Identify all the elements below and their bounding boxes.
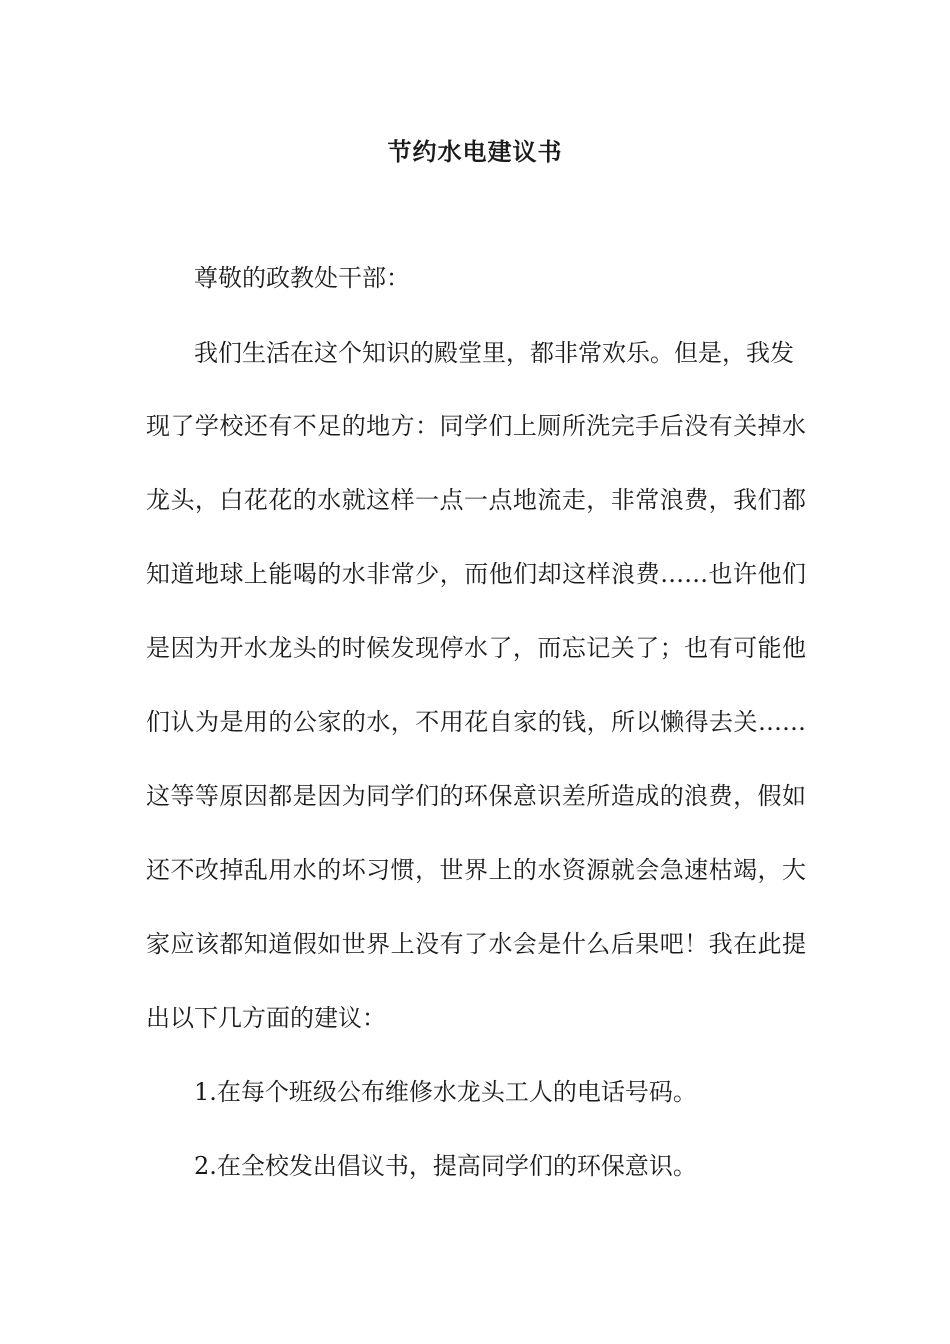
salutation: 尊敬的政教处干部： (194, 264, 410, 292)
body-line: 现了学校还有不足的地方：同学们上厕所洗完手后没有关掉水 (146, 412, 806, 440)
body-line: 我们生活在这个知识的殿堂里，都非常欢乐。但是，我发 (194, 339, 794, 367)
body-line: 们认为是用的公家的水，不用花自家的钱，所以懒得去关…… (146, 708, 806, 736)
body-line: 这等等原因都是因为同学们的环保意识差所造成的浪费，假如 (146, 782, 806, 810)
document-title: 节约水电建议书 (387, 137, 563, 166)
body-line: 家应该都知道假如世界上没有了水会是什么后果吧！我在此提 (146, 930, 806, 958)
body-line: 是因为开水龙头的时候发现停水了，而忘记关了；也有可能他 (146, 634, 806, 662)
suggestion-item: 2.在全校发出倡议书，提高同学们的环保意识。 (194, 1152, 697, 1180)
body-line: 知道地球上能喝的水非常少，而他们却这样浪费……也许他们 (146, 560, 806, 588)
body-line: 还不改掉乱用水的坏习惯，世界上的水资源就会急速枯竭，大 (146, 856, 806, 884)
body-line: 龙头，白花花的水就这样一点一点地流走，非常浪费，我们都 (146, 486, 806, 514)
suggestion-item: 1.在每个班级公布维修水龙头工人的电话号码。 (194, 1078, 697, 1106)
body-line: 出以下几方面的建议： (146, 1004, 386, 1032)
